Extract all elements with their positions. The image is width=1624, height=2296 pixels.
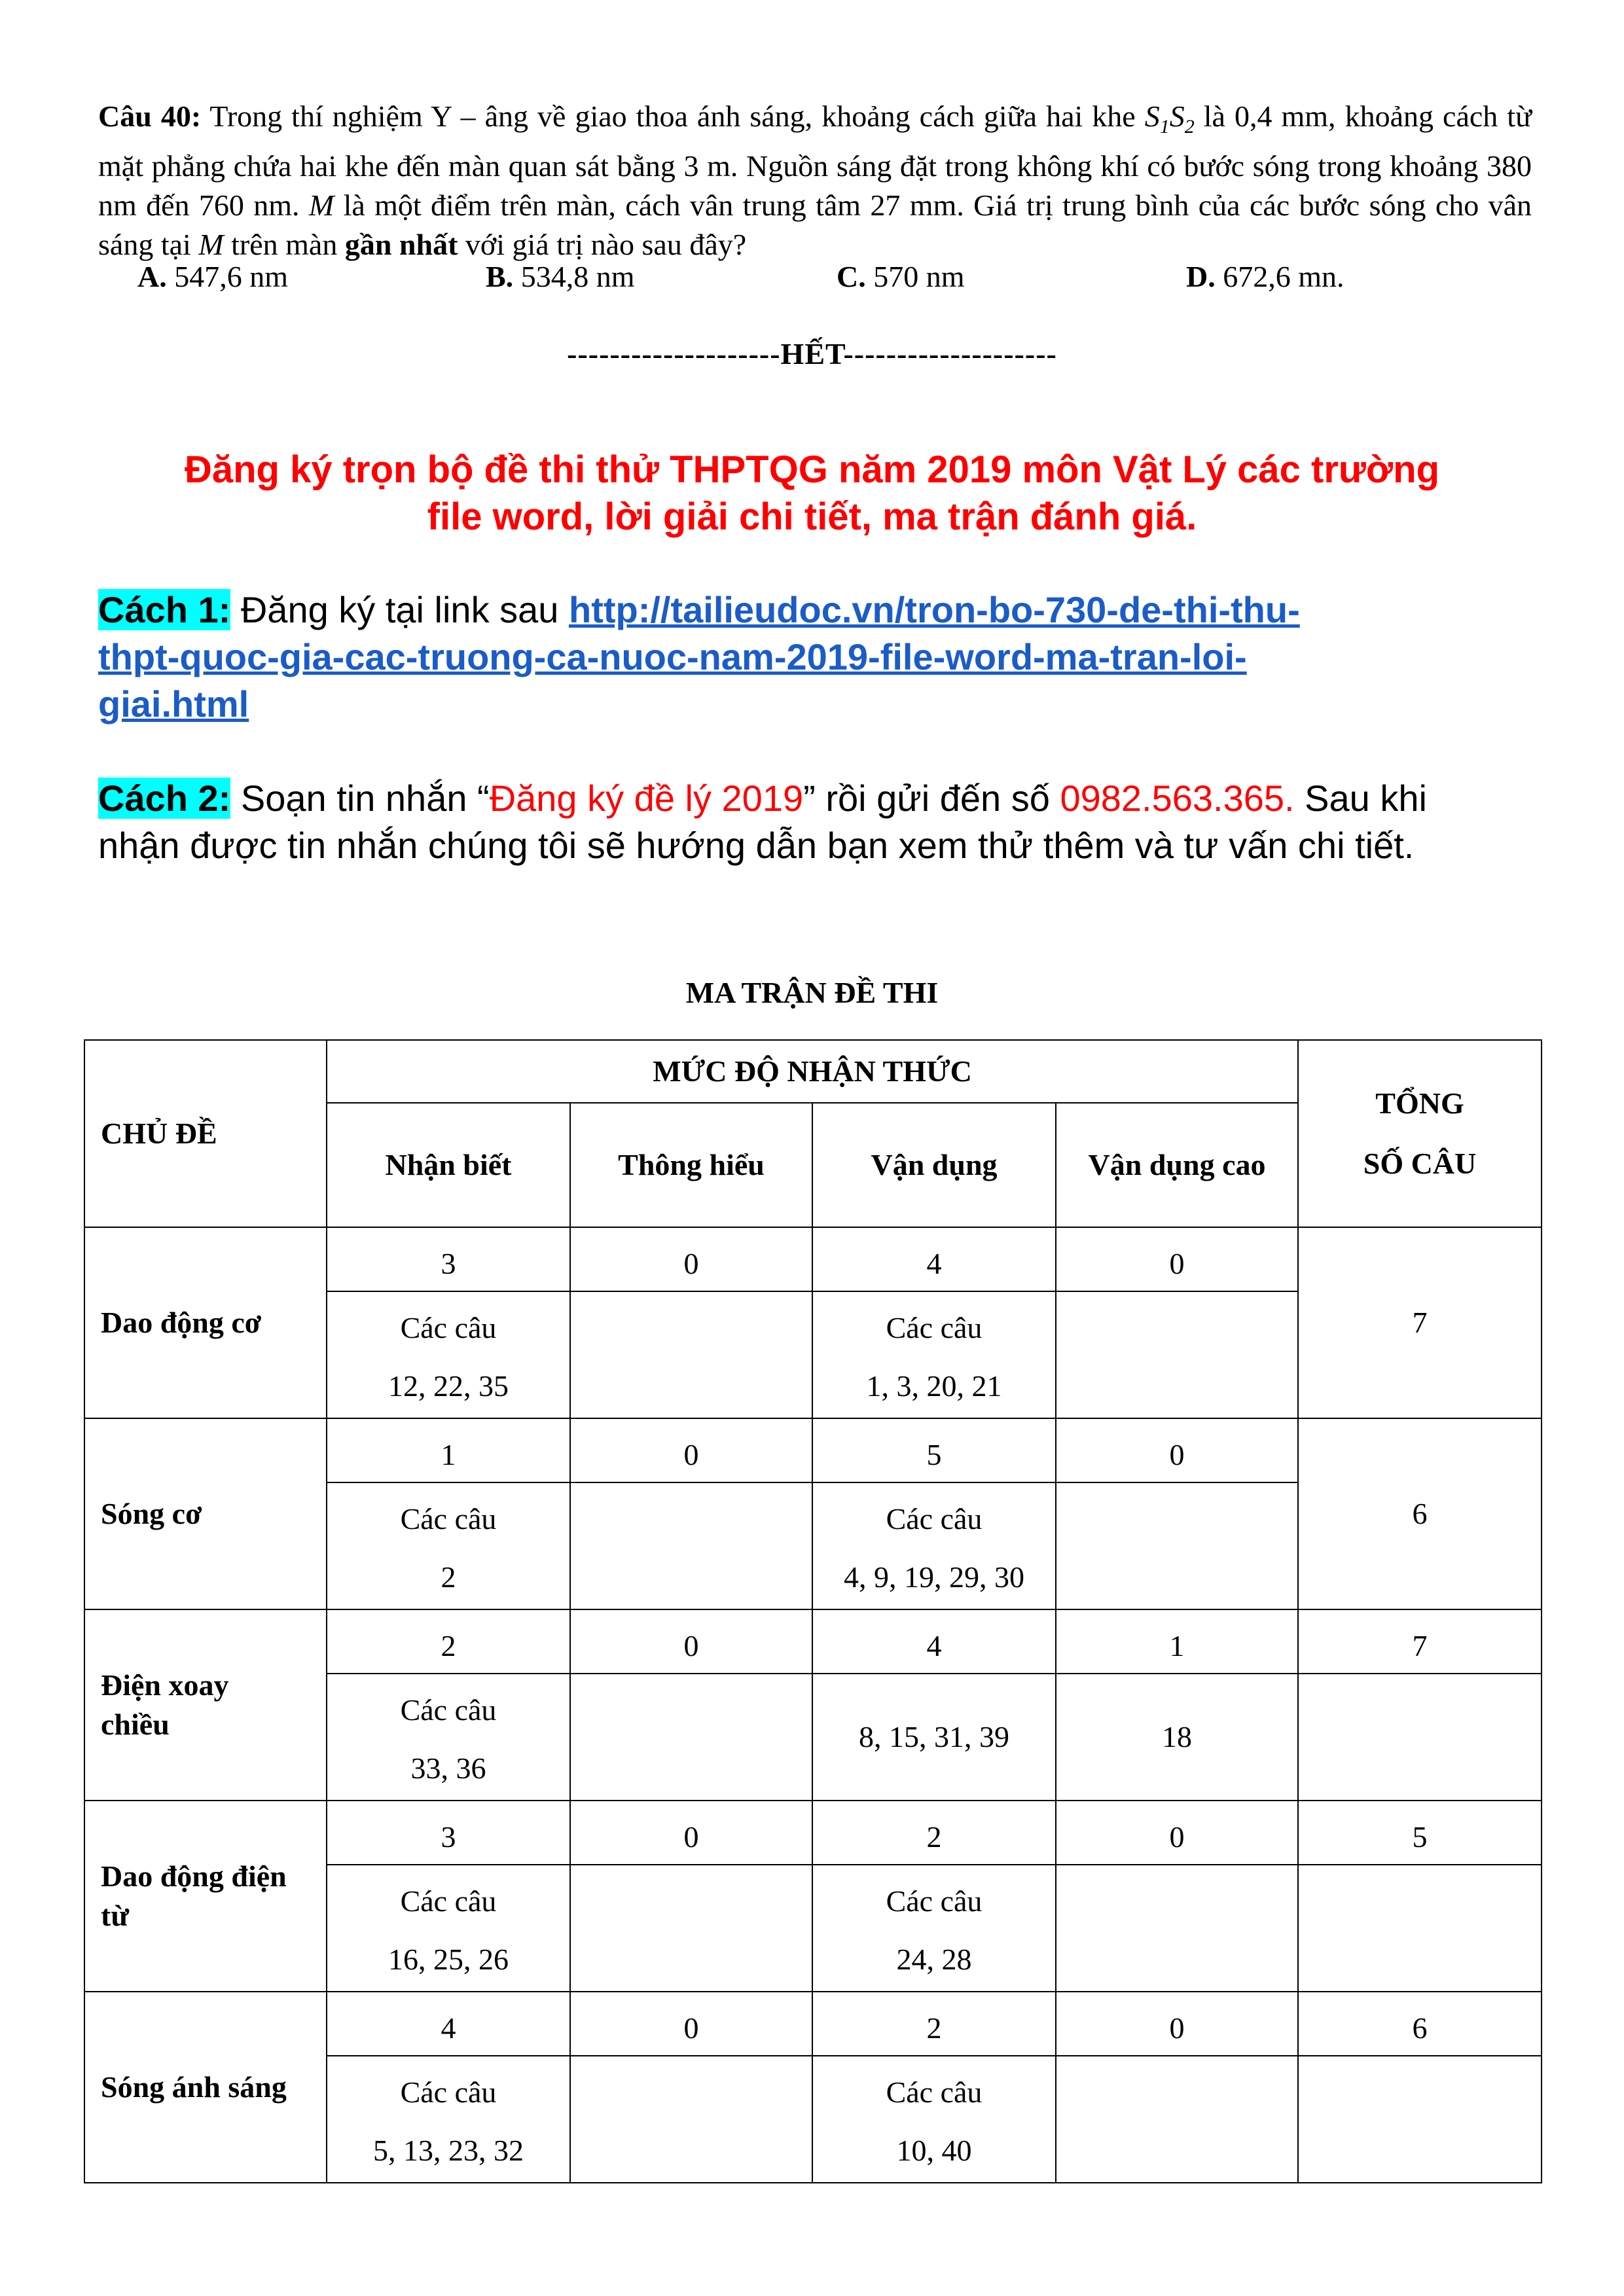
questions-cell: Các câu 2 xyxy=(327,1482,570,1609)
questions-cell: Các câu 10, 40 xyxy=(812,2056,1056,2183)
questions-cell xyxy=(1056,1291,1298,1418)
questions-cell xyxy=(1056,2056,1298,2183)
questions-cell xyxy=(1056,1482,1298,1609)
count-cell: 0 xyxy=(1056,1418,1298,1482)
answer-options xyxy=(0,259,1624,298)
questions-cell xyxy=(570,1865,812,1992)
total-cell: 6 xyxy=(1298,1418,1542,1609)
level-thong-hieu: Thông hiểu xyxy=(570,1103,812,1227)
total-cell: 6 xyxy=(1298,1992,1542,2056)
table-row xyxy=(84,1418,1542,1482)
exam-matrix-table xyxy=(84,1039,1542,2183)
count-cell: 3 xyxy=(327,1801,570,1865)
question-text: với giá trị nào sau đây? xyxy=(458,228,747,261)
count-cell: 0 xyxy=(1056,1801,1298,1865)
registration-link[interactable]: http://tailieudoc.vn/tron-bo-730-de-thi-thu- xyxy=(568,589,1300,630)
topic-cell: Dao động điện từ xyxy=(84,1801,327,1992)
level-van-dung: Vận dụng xyxy=(812,1103,1056,1227)
count-cell: 3 xyxy=(327,1227,570,1291)
questions-cell xyxy=(1056,1865,1298,1992)
table-row xyxy=(84,1609,1542,1674)
questions-cell: Các câu 16, 25, 26 xyxy=(327,1865,570,1992)
method-2: Cách 2: Soạn tin nhắn “Đăng ký đề lý 2019” rồi gửi đến số 0982.563.365. Sau khi nhận được tin nhắn chúng tôi sẽ hướng dẫn bạn xem thử thêm và tư vấn chi tiết. xyxy=(98,775,1538,869)
table-row xyxy=(84,1992,1542,2056)
questions-cell: Các câu 4, 9, 19, 29, 30 xyxy=(812,1482,1056,1609)
question-emphasis: gần nhất xyxy=(344,228,458,261)
questions-cell: Các câu 24, 28 xyxy=(812,1865,1056,1992)
method-1-text: Đăng ký tại link sau xyxy=(230,589,569,630)
registration-link[interactable]: giai.html xyxy=(98,683,249,725)
count-cell: 2 xyxy=(812,1992,1056,2056)
empty-cell xyxy=(1298,1865,1542,1992)
count-cell: 4 xyxy=(327,1992,570,2056)
empty-cell xyxy=(1298,1674,1542,1801)
end-marker: --------------------HẾT-------------------- xyxy=(567,337,1057,370)
sms-text: Đăng ký đề lý 2019 xyxy=(489,778,804,819)
table-row xyxy=(84,1801,1542,1865)
point-m: M xyxy=(198,228,224,261)
count-cell: 0 xyxy=(570,1227,812,1291)
questions-cell: Các câu 12, 22, 35 xyxy=(327,1291,570,1418)
count-cell: 4 xyxy=(812,1227,1056,1291)
question-text: là một điểm trên màn, cách vân trung tâm 27 mm. Giá trị trung bình của các bước sóng cho vân sáng tại xyxy=(98,188,1532,261)
question-text: trên màn xyxy=(223,228,345,261)
slit-1: $S_1$ xyxy=(1144,99,1170,137)
method-1-label: Cách 1: xyxy=(98,589,231,630)
topic-cell: Sóng ánh sáng xyxy=(84,1992,327,2183)
promo-heading xyxy=(0,446,1624,541)
questions-cell: Các câu 1, 3, 20, 21 xyxy=(812,1291,1056,1418)
count-cell: 1 xyxy=(327,1418,570,1482)
question-label: Câu 40: xyxy=(98,99,202,133)
question-text: là 0,4 mm, khoảng cách từ mặt phẳng chứa hai khe đến màn quan sát bằng 3 m. Nguồn sáng đặt trong không khí có bước sóng trong khoảng 380 nm đến 760 nm. xyxy=(98,99,1532,222)
total-cell: 7 xyxy=(1298,1227,1542,1418)
count-cell: 0 xyxy=(570,1609,812,1674)
method-2-label: Cách 2: xyxy=(98,778,231,819)
topic-header: CHỦ ĐỀ xyxy=(84,1040,327,1227)
total-cell: 7 xyxy=(1298,1609,1542,1674)
questions-cell: Các câu 33, 36 xyxy=(327,1674,570,1801)
level-header: MỨC ĐỘ NHẬN THỨC xyxy=(327,1040,1298,1103)
questions-cell xyxy=(570,2056,812,2183)
count-cell: 2 xyxy=(327,1609,570,1674)
questions-cell xyxy=(570,1291,812,1418)
count-cell: 1 xyxy=(1056,1609,1298,1674)
topic-cell: Dao động cơ xyxy=(84,1227,327,1418)
count-cell: 0 xyxy=(570,1801,812,1865)
option-d: D. 672,6 mn. xyxy=(1186,260,1344,293)
point-m: M xyxy=(308,188,334,222)
questions-cell xyxy=(570,1674,812,1801)
count-cell: 2 xyxy=(812,1801,1056,1865)
count-cell: 0 xyxy=(570,1418,812,1482)
count-cell: 0 xyxy=(1056,1227,1298,1291)
total-header: TỔNG SỐ CÂU xyxy=(1298,1040,1542,1227)
registration-link[interactable]: thpt-quoc-gia-cac-truong-ca-nuoc-nam-2019-file-word-ma-tran-loi- xyxy=(98,636,1247,677)
questions-cell: 8, 15, 31, 39 xyxy=(812,1674,1056,1801)
promo-line-2: file word, lời giải chi tiết, ma trận đánh giá. xyxy=(427,495,1197,538)
method-1 xyxy=(98,586,1538,728)
empty-cell xyxy=(1298,2056,1542,2183)
method-2-line-2: nhận được tin nhắn chúng tôi sẽ hướng dẫn bạn xem thử thêm và tư vấn chi tiết. xyxy=(98,825,1415,866)
count-cell: 4 xyxy=(812,1609,1056,1674)
count-cell: 0 xyxy=(570,1992,812,2056)
question-text: Trong thí nghiệm Y – âng về giao thoa ánh sáng, khoảng cách giữa hai khe xyxy=(201,99,1145,133)
promo-line-1: Đăng ký trọn bộ đề thi thử THPTQG năm 2019 môn Vật Lý các trường xyxy=(184,448,1440,491)
level-van-dung-cao: Vận dụng cao xyxy=(1056,1103,1298,1227)
option-a: A. 547,6 nm xyxy=(137,260,289,293)
questions-cell xyxy=(570,1482,812,1609)
count-cell: 5 xyxy=(812,1418,1056,1482)
question-40 xyxy=(98,97,1532,264)
topic-cell: Sóng cơ xyxy=(84,1418,327,1609)
option-b: B. 534,8 nm xyxy=(486,260,635,293)
total-cell: 5 xyxy=(1298,1801,1542,1865)
questions-cell: 18 xyxy=(1056,1674,1298,1801)
questions-cell: Các câu 5, 13, 23, 32 xyxy=(327,2056,570,2183)
slit-2: $S_2$ xyxy=(1169,99,1195,137)
topic-cell: Điện xoay chiều xyxy=(84,1609,327,1801)
count-cell: 0 xyxy=(1056,1992,1298,2056)
table-row xyxy=(84,1227,1542,1291)
phone-number: 0982.563.365. xyxy=(1060,778,1295,819)
option-c: C. 570 nm xyxy=(837,260,965,293)
level-nhan-biet: Nhận biết xyxy=(327,1103,570,1227)
matrix-title: MA TRẬN ĐỀ THI xyxy=(685,976,939,1009)
